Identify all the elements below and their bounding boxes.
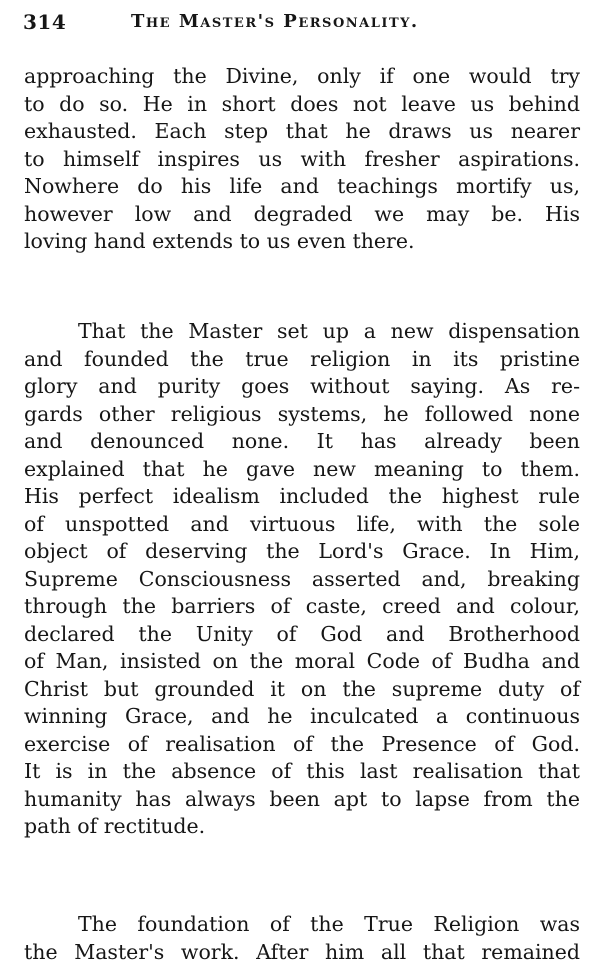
text-line: Nowhere do his life and teachings mortify us, (24, 174, 580, 198)
text-line: declared the Unity of God and Brotherhood (24, 621, 580, 646)
text-line: exhausted. Each step that he draws us nearer (24, 119, 580, 143)
paragraph-1 (24, 63, 580, 256)
text-line: His perfect idealism included the highest rule (24, 484, 580, 508)
text-line: the Master's work. After him all that remained (24, 939, 580, 964)
text-line: and denounced none. It has already been (24, 429, 580, 453)
text-line: humanity has always been apt to lapse from the (24, 786, 580, 811)
text-line: glory and purity goes without saying. As re- (24, 374, 580, 398)
text-line: of Man, insisted on the moral Code of Budha and (24, 649, 580, 673)
text-line: The foundation of the True Religion was (78, 912, 580, 936)
text-line: Supreme Consciousness asserted and, breaking (24, 566, 580, 591)
text-line: path of rectitude. (24, 814, 206, 838)
text-line: loving hand extends to us even there. (24, 229, 415, 253)
text-line: to himself inspires us with fresher aspirations. (24, 146, 580, 171)
paragraph-2 (24, 318, 580, 841)
text-line: exercise of realisation of the Presence of God. (24, 731, 580, 756)
text-line: to do so. He in short does not leave us behind (24, 91, 580, 116)
paragraph-3 (24, 911, 580, 966)
text-line: winning Grace, and he inculcated a continuous (24, 704, 580, 728)
text-line: explained that he gave new meaning to them. (24, 456, 580, 481)
running-head (23, 10, 583, 40)
text-line: and founded the true religion in its pristine (24, 346, 580, 371)
text-line: object of deserving the Lord's Grace. In Him, (24, 539, 580, 563)
text-line: gards other religious systems, he followed none (24, 401, 580, 426)
text-line: That the Master set up a new dispensation (78, 319, 580, 343)
text-line: Christ but grounded it on the supreme duty of (24, 676, 580, 701)
running-title: The Master's Personality. (131, 11, 419, 32)
page-number: 314 (23, 10, 67, 34)
text-line: however low and degraded we may be. His (24, 201, 580, 226)
text-line: through the barriers of caste, creed and colour, (24, 594, 580, 618)
text-line: It is in the absence of this last realisation that (24, 759, 580, 783)
text-line: of unspotted and virtuous life, with the sole (24, 511, 580, 536)
text-line: approaching the Divine, only if one would try (24, 64, 580, 88)
